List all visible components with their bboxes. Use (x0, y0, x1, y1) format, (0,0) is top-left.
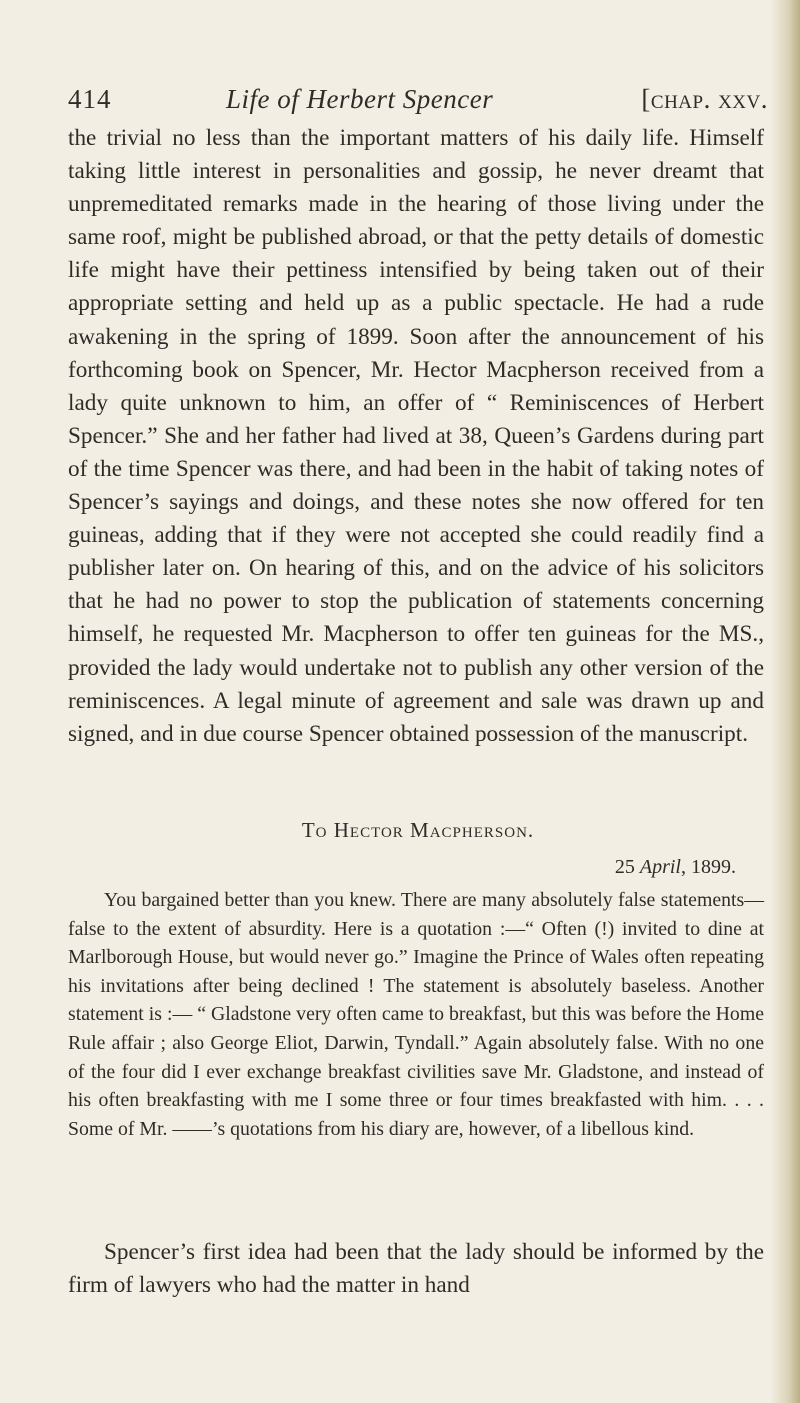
letter-body: You bargained better than you knew. There are many absolutely false statements—false to the extent of absurdity. Here is a quotation :—“ Often (!) invited to dine at Marlborough House, but would never go.” Imagine the Prince of Wales often repeating his invitations after being declined ! The statement is absolutely baseless. Another statement is :— “ Gladstone very often came to breakfast, but this was before the Home Rule affair ; also George Eliot, Darwin, Tyndall.” Again absolutely false. With no one of the four did I ever exchange breakfast civilities save Mr. Gladstone, and instead of his often breakfasting with me I some three or four times breakfasted with him. . . . Some of Mr. ——’s quotations from his diary are, however, of a libellous kind. (68, 889, 764, 1140)
running-header (68, 84, 768, 124)
page-number: 414 (68, 84, 112, 114)
chapter-label (641, 84, 768, 115)
letter-heading: To Hector Macpherson. (301, 818, 535, 842)
chapter-bracket: [ (641, 84, 651, 114)
main-paragraph: the trivial no less than the important matters of his daily life. Himself taking little interest in personalities and gossip, he never dreamt that unpremeditated remarks made in the hearing of those living under the same roof, might be published abroad, or that the petty details of domestic life might have their pettiness intensified by being taken out of their appropriate setting and held up as a public spectacle. He had a rude awakening in the spring of 1899. Soon after the announcement of his forthcoming book on Spencer, Mr. Hector Macpherson received from a lady quite unknown to him, an offer of “ Reminiscences of Herbert Spencer.” She and her father had lived at 38, Queen’s Gardens during part of the time Spencer was there, and had been in the habit of taking notes of Spencer’s sayings and doings, and these notes she now offered for ten guineas, adding that if they were not accepted she could readily find a publisher later on. On hearing of this, and on the advice of his solicitors that he had no power to stop the publication of statements concerning himself, he requested Mr. Macpherson to offer ten guineas for the MS., provided the lady would undertake not to publish any other version of the reminiscences. A legal minute of agreement and sale was drawn up and signed, and in due course Spencer obtained possession of the manuscript. (68, 125, 764, 747)
letter-date: 25 April, 1899. (614, 856, 736, 878)
date-month: April (639, 856, 681, 878)
date-day: 25 (614, 856, 635, 878)
running-title: Life of Herbert Spencer (226, 84, 494, 114)
chapter-number: chap. xxv. (650, 84, 768, 114)
page-edge-shadow (770, 0, 800, 1403)
closing-paragraph: Spencer’s first idea had been that the lady should be informed by the firm of lawyers who had the matter in hand (68, 1239, 764, 1299)
date-year: 1899. (691, 856, 736, 878)
